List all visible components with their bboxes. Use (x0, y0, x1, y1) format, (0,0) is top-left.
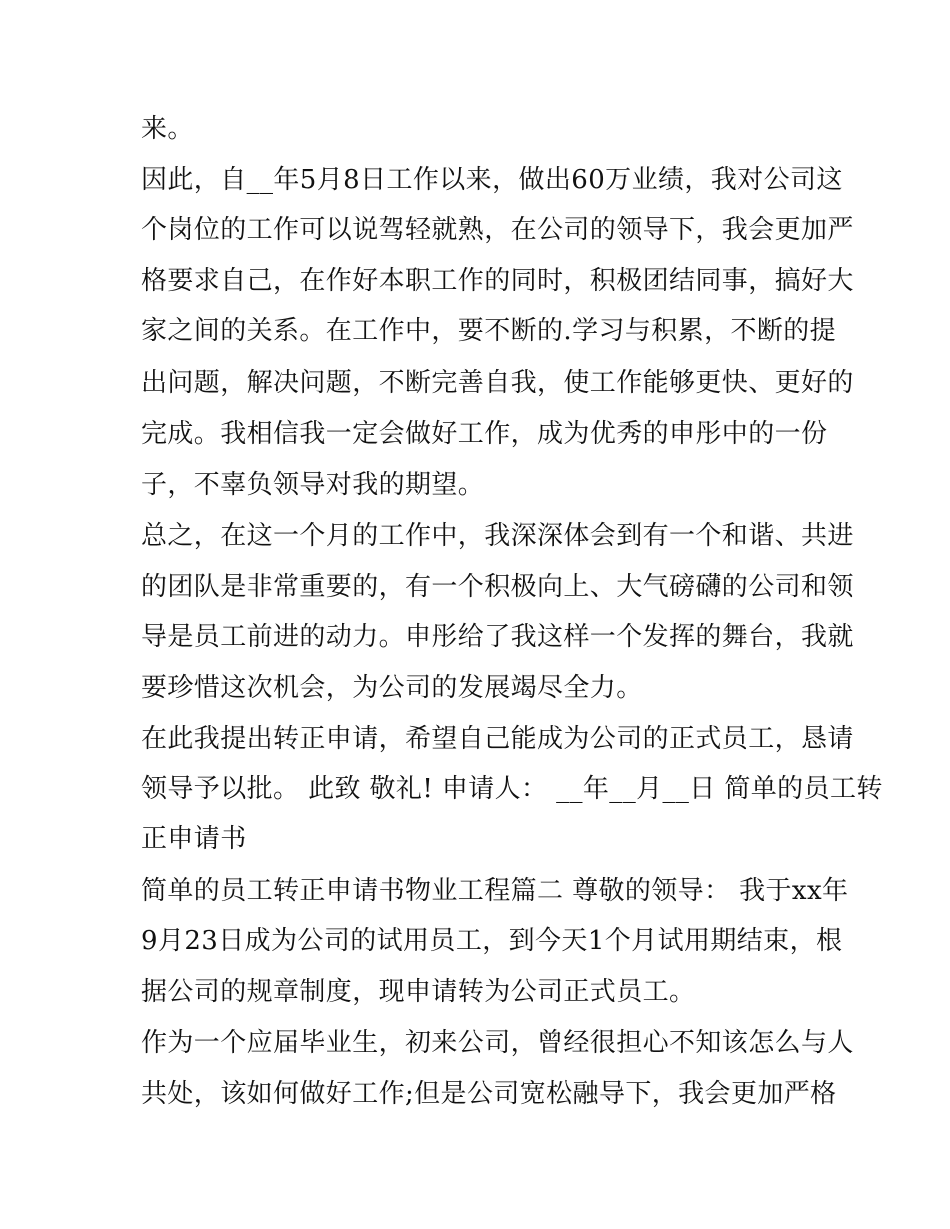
text-line: 要珍惜这次机会，为公司的发展竭尽全力。 (141, 673, 643, 703)
text-line: 家之间的关系。在工作中，要不断的.学习与积累，不断的提 (141, 316, 837, 346)
text-line: 简单的员工转正申请书物业工程篇二 尊敬的领导： 我于xx年 (141, 876, 849, 906)
text-line: 出问题，解决问题，不断完善自我，使工作能够更快、更好的 (141, 368, 854, 398)
text-line: 共处，该如何做好工作;但是公司宽松融导下，我会更加严格 (141, 1079, 837, 1109)
text-line: 正申请书 (141, 824, 247, 854)
text-line: 完成。我相信我一定会做好工作，成为优秀的申彤中的一份 (141, 419, 828, 449)
text-line: 个岗位的工作可以说驾轻就熟，在公司的领导下，我会更加严 (141, 215, 854, 245)
text-line: 的团队是非常重要的，有一个积极向上、大气磅礴的公司和领 (141, 572, 854, 602)
text-line: 来。 (141, 114, 194, 144)
text-line: 导是员工前进的动力。申彤给了我这样一个发挥的舞台，我就 (141, 622, 854, 652)
text-line: 因此，自__年5月8日工作以来，做出60万业绩，我对公司这 (141, 165, 843, 195)
text-line: 据公司的规章制度，现申请转为公司正式员工。 (141, 977, 696, 1007)
text-line: 领导予以批。 此致 敬礼! 申请人： __年__月__日 简单的员工转 (141, 774, 883, 804)
text-line: 总之，在这一个月的工作中，我深深体会到有一个和谐、共进 (141, 521, 854, 551)
text-line: 格要求自己，在作好本职工作的同时，积极团结同事，搞好大 (141, 266, 854, 296)
text-line: 9月23日成为公司的试用员工，到今天1个月试用期结束，根 (141, 926, 843, 956)
text-line: 子，不辜负领导对我的期望。 (141, 470, 485, 500)
text-line: 在此我提出转正申请，希望自己能成为公司的正式员工，恳请 (141, 724, 854, 754)
text-line: 作为一个应届毕业生，初来公司，曾经很担心不知该怎么与人 (141, 1028, 854, 1058)
